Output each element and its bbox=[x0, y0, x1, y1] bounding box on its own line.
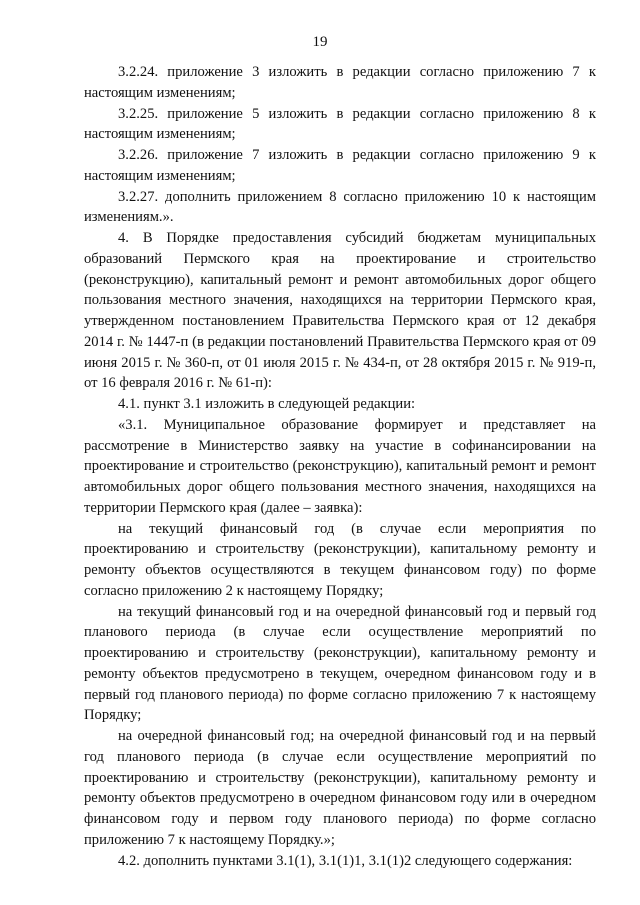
paragraph-3-2-27: 3.2.27. дополнить приложением 8 согласно приложению 10 к настоящим изменениям.». bbox=[84, 188, 596, 226]
paragraph-4-1: 4.1. пункт 3.1 изложить в следующей редакции: bbox=[118, 396, 416, 412]
page-number: 19 bbox=[312, 34, 328, 50]
paragraph-next-year: на очередной финансовый год; на очередной финансовый год и на первый год планового периода (в случае если осуществление мероприятий по проектированию и строительству (реконструкции), капитальному ремонту и ремонту объектов предусмотрено в очередном финансовом году или в очередном финансовом году и первом году планового периода) по форме согласно приложению 7 к настоящему Порядку.»; bbox=[84, 728, 596, 848]
paragraph-quoted-3-1: «3.1. Муниципальное образование формирует и представляет на рассмотрение в Министерство заявку на участие в софинансировании на проектирование и строительство (реконструкцию), капитальный ремонт и ремонт автомобильных дорог общего пользования местного значения, находящихся на территории Пермского края (далее – заявка): bbox=[84, 416, 596, 516]
paragraph-3-2-24: 3.2.24. приложение 3 изложить в редакции согласно приложению 7 к настоящим изменениям; bbox=[84, 64, 596, 101]
paragraph-3-2-25: 3.2.25. приложение 5 изложить в редакции согласно приложению 8 к настоящим изменениям; bbox=[84, 105, 596, 143]
paragraph-current-and-next-year: на текущий финансовый год и на очередной финансовый год и первый год планового периода (в случае если осуществление мероприятий по проектированию и строительству (реконструкции), капитальному ремонту и ремонту объектов предусмотрено в текущем, очередном финансовом году и в первый год планового периода) по форме согласно приложению 7 к настоящему Порядку; bbox=[84, 603, 596, 724]
paragraph-4: 4. В Порядке предоставления субсидий бюджетам муниципальных образований Пермского края на проектирование и строительство (реконструкцию), капитальный ремонт и ремонт автомобильных дорог общего пользования местного значения, находящихся на территории Пермского края, утвержденном постановлением Правительства Пермского края от 12 декабря 2014 г. № 1447-п (в редакции постановлений Правительства Пермского края от 09 июня 2015 г. № 360-п, от 01 июля 2015 г. № 434-п, от 28 октября 2015 г. № 919-п, от 16 февраля 2016 г. № 61-п): bbox=[84, 230, 596, 392]
document-body bbox=[84, 62, 596, 871]
paragraph-3-2-26: 3.2.26. приложение 7 изложить в редакции согласно приложению 9 к настоящим изменениям; bbox=[84, 147, 596, 184]
paragraph-4-2: 4.2. дополнить пунктами 3.1(1), 3.1(1)1, 3.1(1)2 следующего содержания: bbox=[118, 852, 573, 869]
paragraph-current-year: на текущий финансовый год (в случае если мероприятия по проектированию и строительству (реконструкции), капитальному ремонту и ремонту объектов осуществляются в текущем финансовом году) по форме согласно приложению 2 к настоящему Порядку; bbox=[84, 520, 596, 599]
